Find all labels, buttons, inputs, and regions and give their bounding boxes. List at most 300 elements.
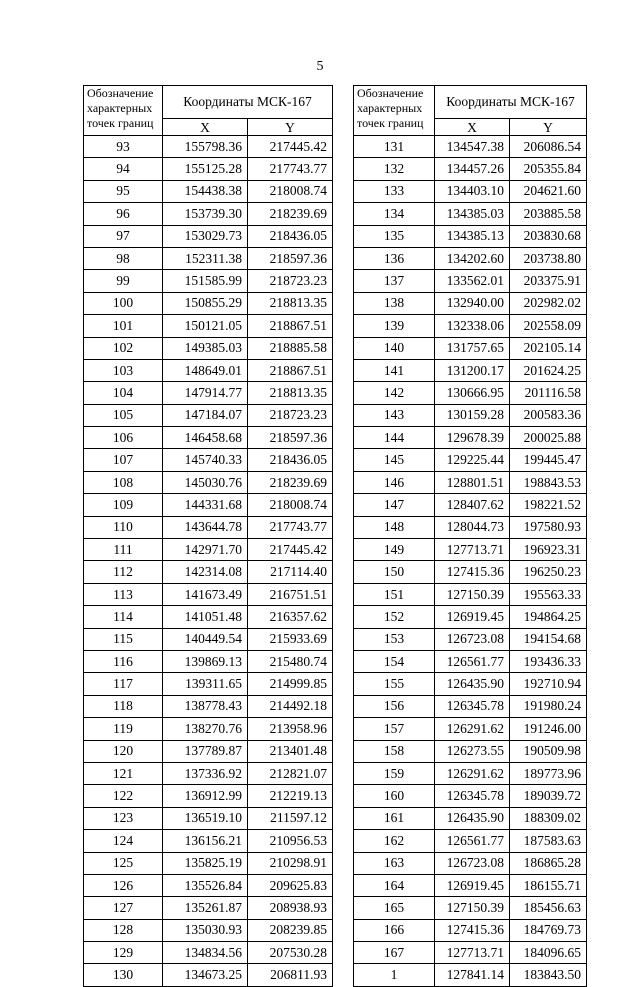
point-number: 109 [84,494,163,516]
point-number: 164 [354,874,435,896]
table-row [354,427,587,449]
coordinate-y: 218597.36 [248,247,333,269]
coordinate-x: 127713.71 [435,942,510,964]
table-row [354,740,587,762]
coordinate-y: 208239.85 [248,919,333,941]
table-row [354,650,587,672]
table-row [84,942,333,964]
coordinate-x: 129678.39 [435,427,510,449]
table-row [354,270,587,292]
coordinate-x: 135030.93 [163,919,248,941]
point-number: 103 [84,359,163,381]
table-row [84,180,333,202]
coordinate-y: 204621.60 [510,180,587,202]
table-row [354,494,587,516]
point-number: 159 [354,762,435,784]
coordinate-y: 217445.42 [248,136,333,158]
coordinate-x: 137789.87 [163,740,248,762]
coordinate-x: 147914.77 [163,382,248,404]
header-coordinates-title: Координаты МСК-167 [163,86,333,119]
table-row [84,270,333,292]
coordinate-y: 188309.02 [510,807,587,829]
coordinate-x: 126723.08 [435,628,510,650]
coordinate-x: 151585.99 [163,270,248,292]
coordinate-y: 211597.12 [248,807,333,829]
coordinate-x: 134403.10 [435,180,510,202]
point-number: 143 [354,404,435,426]
table-row [84,225,333,247]
coordinate-x: 148649.01 [163,359,248,381]
point-number: 149 [354,539,435,561]
table-row [84,203,333,225]
point-number: 157 [354,718,435,740]
coordinate-x: 138778.43 [163,695,248,717]
coordinate-x: 134457.26 [435,158,510,180]
coordinate-y: 184096.65 [510,942,587,964]
coordinate-y: 203830.68 [510,225,587,247]
coordinate-x: 142971.70 [163,539,248,561]
coordinate-y: 206086.54 [510,136,587,158]
point-number: 107 [84,449,163,471]
coordinate-x: 128407.62 [435,494,510,516]
point-number: 120 [84,740,163,762]
coordinate-y: 184769.73 [510,919,587,941]
coordinate-y: 202558.09 [510,315,587,337]
coordinate-x: 134385.03 [435,203,510,225]
table-row [84,292,333,314]
header-y: Y [248,119,333,136]
coordinate-y: 183843.50 [510,964,587,986]
coordinate-y: 208938.93 [248,897,333,919]
table-row [354,606,587,628]
table-row [354,292,587,314]
coordinate-y: 213958.96 [248,718,333,740]
point-number: 160 [354,785,435,807]
table-row [84,449,333,471]
header-points-label: Обозначение характерных точек границ [354,86,435,136]
coordinate-x: 133562.01 [435,270,510,292]
point-number: 134 [354,203,435,225]
point-number: 112 [84,561,163,583]
coordinate-y: 191980.24 [510,695,587,717]
table-row [84,427,333,449]
coordinate-x: 134202.60 [435,247,510,269]
coordinate-x: 130159.28 [435,404,510,426]
table-row [354,561,587,583]
coordinates-table-left [83,85,333,987]
point-number: 145 [354,449,435,471]
point-number: 126 [84,874,163,896]
coordinate-x: 131757.65 [435,337,510,359]
table-row [84,404,333,426]
page-number: 5 [316,59,324,74]
table-row [354,382,587,404]
point-number: 158 [354,740,435,762]
table-row [84,628,333,650]
coordinate-y: 201624.25 [510,359,587,381]
header-coordinates-title: Координаты МСК-167 [435,86,587,119]
coordinate-x: 126435.90 [435,807,510,829]
table-row [354,718,587,740]
coordinate-y: 218723.23 [248,404,333,426]
point-number: 98 [84,247,163,269]
point-number: 122 [84,785,163,807]
coordinate-y: 196250.23 [510,561,587,583]
table-row [354,404,587,426]
table-row [354,583,587,605]
table-row [84,740,333,762]
coordinate-y: 218813.35 [248,292,333,314]
coordinate-x: 138270.76 [163,718,248,740]
point-number: 152 [354,606,435,628]
table-row [84,830,333,852]
coordinate-y: 197580.93 [510,516,587,538]
coordinate-y: 193436.33 [510,650,587,672]
coordinate-y: 205355.84 [510,158,587,180]
coordinate-x: 144331.68 [163,494,248,516]
point-number: 116 [84,650,163,672]
coordinate-y: 206811.93 [248,964,333,986]
coordinate-y: 209625.83 [248,874,333,896]
coordinate-x: 126345.78 [435,695,510,717]
table-row [354,673,587,695]
coordinate-x: 150121.05 [163,315,248,337]
point-number: 1 [354,964,435,986]
coordinate-y: 218813.35 [248,382,333,404]
point-number: 117 [84,673,163,695]
point-number: 167 [354,942,435,964]
table-body-left [84,136,333,987]
point-number: 100 [84,292,163,314]
coordinate-y: 216357.62 [248,606,333,628]
point-number: 128 [84,919,163,941]
point-number: 166 [354,919,435,941]
point-number: 154 [354,650,435,672]
coordinate-y: 218885.58 [248,337,333,359]
coordinate-y: 218008.74 [248,494,333,516]
coordinate-y: 207530.28 [248,942,333,964]
coordinate-y: 217743.77 [248,516,333,538]
coordinate-x: 126919.45 [435,606,510,628]
table-row [84,494,333,516]
table-row [354,942,587,964]
coordinate-x: 141673.49 [163,583,248,605]
table-row [354,247,587,269]
coordinate-x: 129225.44 [435,449,510,471]
coordinate-x: 136519.10 [163,807,248,829]
point-number: 99 [84,270,163,292]
coordinate-x: 146458.68 [163,427,248,449]
point-number: 114 [84,606,163,628]
coordinate-x: 141051.48 [163,606,248,628]
table-row [84,785,333,807]
coordinate-x: 126723.08 [435,852,510,874]
point-number: 124 [84,830,163,852]
table-row [354,539,587,561]
coordinate-y: 190509.98 [510,740,587,762]
table-row [84,382,333,404]
coordinate-x: 135261.87 [163,897,248,919]
coordinate-x: 142314.08 [163,561,248,583]
coordinate-x: 126291.62 [435,762,510,784]
point-number: 94 [84,158,163,180]
table-row [354,359,587,381]
coordinate-y: 217114.40 [248,561,333,583]
coordinate-x: 130666.95 [435,382,510,404]
point-number: 138 [354,292,435,314]
coordinate-x: 127841.14 [435,964,510,986]
coordinate-x: 140449.54 [163,628,248,650]
point-number: 97 [84,225,163,247]
table-row [354,203,587,225]
coordinate-x: 127150.39 [435,897,510,919]
point-number: 101 [84,315,163,337]
coordinate-y: 191246.00 [510,718,587,740]
coordinate-x: 147184.07 [163,404,248,426]
point-number: 150 [354,561,435,583]
coordinate-x: 145030.76 [163,471,248,493]
coordinate-y: 186155.71 [510,874,587,896]
table-row [84,919,333,941]
table-row [84,964,333,986]
table-row [84,852,333,874]
table-row [84,516,333,538]
coordinate-y: 218597.36 [248,427,333,449]
coordinate-y: 216751.51 [248,583,333,605]
coordinate-y: 218867.51 [248,359,333,381]
point-number: 147 [354,494,435,516]
table-row [354,852,587,874]
point-number: 111 [84,539,163,561]
coordinate-y: 203738.80 [510,247,587,269]
point-number: 141 [354,359,435,381]
point-number: 129 [84,942,163,964]
coordinate-x: 126561.77 [435,830,510,852]
coordinate-y: 214999.85 [248,673,333,695]
point-number: 115 [84,628,163,650]
coordinate-y: 217445.42 [248,539,333,561]
coordinate-x: 137336.92 [163,762,248,784]
point-number: 146 [354,471,435,493]
point-number: 151 [354,583,435,605]
point-number: 132 [354,158,435,180]
coordinate-y: 194154.68 [510,628,587,650]
coordinate-x: 126291.62 [435,718,510,740]
table-row [354,964,587,986]
point-number: 130 [84,964,163,986]
table-row [84,315,333,337]
coordinate-y: 213401.48 [248,740,333,762]
coordinate-x: 155125.28 [163,158,248,180]
point-number: 93 [84,136,163,158]
coordinate-x: 136912.99 [163,785,248,807]
point-number: 135 [354,225,435,247]
point-number: 133 [354,180,435,202]
coordinate-y: 214492.18 [248,695,333,717]
coordinate-y: 195563.33 [510,583,587,605]
point-number: 162 [354,830,435,852]
point-number: 121 [84,762,163,784]
point-number: 96 [84,203,163,225]
coordinate-x: 134385.13 [435,225,510,247]
table-row [354,337,587,359]
table-row [354,919,587,941]
coordinate-x: 134834.56 [163,942,248,964]
table-row [354,874,587,896]
coordinate-y: 199445.47 [510,449,587,471]
table-row [84,583,333,605]
coordinate-x: 134547.38 [435,136,510,158]
coordinate-x: 132940.00 [435,292,510,314]
coordinate-y: 210956.53 [248,830,333,852]
coordinate-y: 215480.74 [248,650,333,672]
point-number: 140 [354,337,435,359]
coordinate-x: 155798.36 [163,136,248,158]
coordinate-y: 189773.96 [510,762,587,784]
coordinate-y: 187583.63 [510,830,587,852]
coordinate-y: 200025.88 [510,427,587,449]
coordinate-y: 210298.91 [248,852,333,874]
table-row [84,650,333,672]
table-row [354,136,587,158]
table-row [354,695,587,717]
point-number: 155 [354,673,435,695]
table-row [84,807,333,829]
point-number: 104 [84,382,163,404]
table-row [354,158,587,180]
table-row [354,807,587,829]
coordinate-x: 126561.77 [435,650,510,672]
point-number: 156 [354,695,435,717]
header-points-label: Обозначение характерных точек границ [84,86,163,136]
coordinate-x: 152311.38 [163,247,248,269]
table-row [354,225,587,247]
point-number: 139 [354,315,435,337]
coordinate-y: 212821.07 [248,762,333,784]
coordinate-x: 131200.17 [435,359,510,381]
coordinate-y: 189039.72 [510,785,587,807]
coordinate-y: 203885.58 [510,203,587,225]
coordinate-y: 218008.74 [248,180,333,202]
table-row [354,471,587,493]
table-row [84,606,333,628]
table-row [84,539,333,561]
point-number: 118 [84,695,163,717]
coordinate-x: 126345.78 [435,785,510,807]
header-x: X [163,119,248,136]
coordinate-y: 218723.23 [248,270,333,292]
point-number: 136 [354,247,435,269]
coordinate-x: 149385.03 [163,337,248,359]
point-number: 131 [354,136,435,158]
table-row [354,897,587,919]
point-number: 142 [354,382,435,404]
coordinate-x: 127150.39 [435,583,510,605]
point-number: 110 [84,516,163,538]
header-y: Y [510,119,587,136]
coordinate-y: 198221.52 [510,494,587,516]
coordinate-y: 202982.02 [510,292,587,314]
coordinate-y: 212219.13 [248,785,333,807]
point-number: 125 [84,852,163,874]
coordinate-x: 143644.78 [163,516,248,538]
table-body-right [354,136,587,987]
table-row [354,628,587,650]
coordinate-x: 132338.06 [435,315,510,337]
point-number: 119 [84,718,163,740]
table-row [84,561,333,583]
coordinate-y: 203375.91 [510,270,587,292]
coordinate-x: 153739.30 [163,203,248,225]
coordinate-x: 126273.55 [435,740,510,762]
coordinate-x: 153029.73 [163,225,248,247]
coordinate-x: 150855.29 [163,292,248,314]
coordinate-y: 218867.51 [248,315,333,337]
table-row [354,315,587,337]
point-number: 127 [84,897,163,919]
coordinate-y: 186865.28 [510,852,587,874]
header-x: X [435,119,510,136]
point-number: 105 [84,404,163,426]
coordinate-y: 217743.77 [248,158,333,180]
coordinate-y: 218239.69 [248,471,333,493]
point-number: 106 [84,427,163,449]
table-row [354,180,587,202]
coordinate-x: 139311.65 [163,673,248,695]
coordinates-table-right [353,85,587,987]
coordinate-x: 135526.84 [163,874,248,896]
coordinate-y: 185456.63 [510,897,587,919]
point-number: 137 [354,270,435,292]
coordinate-y: 218436.05 [248,225,333,247]
coordinate-y: 218239.69 [248,203,333,225]
coordinate-y: 201116.58 [510,382,587,404]
table-row [84,471,333,493]
table-row [84,673,333,695]
table-row [354,762,587,784]
coordinate-y: 198843.53 [510,471,587,493]
point-number: 153 [354,628,435,650]
coordinate-y: 192710.94 [510,673,587,695]
table-row [354,449,587,471]
table-row [354,785,587,807]
point-number: 102 [84,337,163,359]
table-row [84,762,333,784]
table-row [84,897,333,919]
point-number: 163 [354,852,435,874]
table-row [84,718,333,740]
coordinate-x: 139869.13 [163,650,248,672]
coordinate-x: 127415.36 [435,919,510,941]
table-row [84,695,333,717]
point-number: 123 [84,807,163,829]
point-number: 95 [84,180,163,202]
table-row [84,874,333,896]
coordinate-y: 196923.31 [510,539,587,561]
coordinate-x: 126919.45 [435,874,510,896]
coordinate-x: 134673.25 [163,964,248,986]
table-row [84,247,333,269]
coordinate-y: 202105.14 [510,337,587,359]
table-row [84,136,333,158]
point-number: 144 [354,427,435,449]
coordinate-x: 127713.71 [435,539,510,561]
table-row [354,516,587,538]
coordinate-x: 128044.73 [435,516,510,538]
coordinate-x: 126435.90 [435,673,510,695]
coordinate-y: 200583.36 [510,404,587,426]
coordinate-x: 154438.38 [163,180,248,202]
